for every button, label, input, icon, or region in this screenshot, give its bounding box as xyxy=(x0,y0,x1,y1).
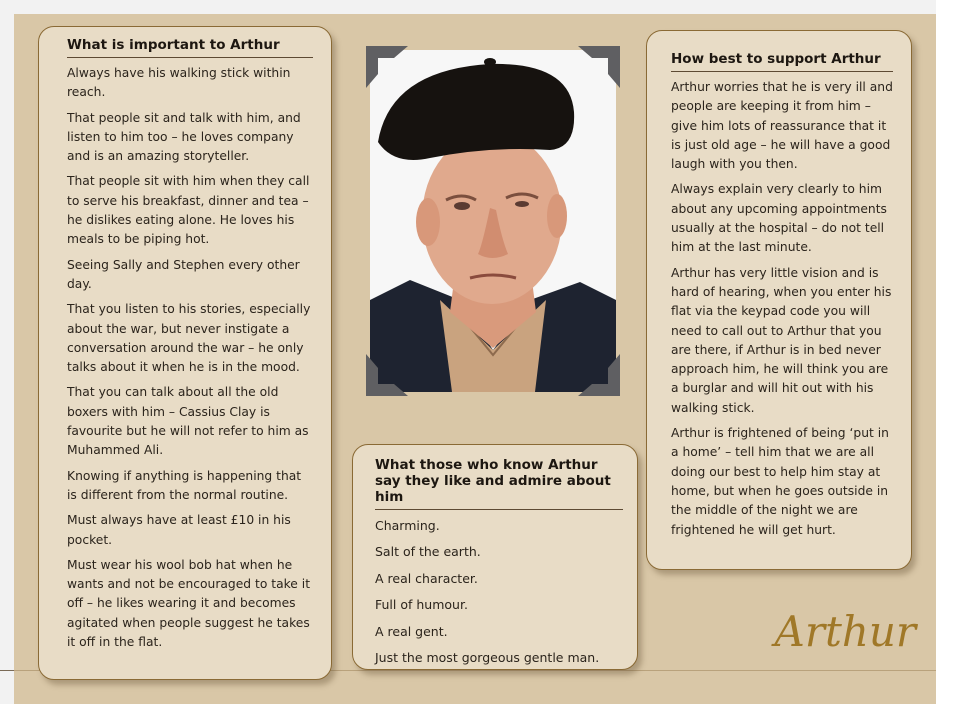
admire-item: Full of humour. xyxy=(375,597,468,613)
support-item: Arthur has very little vision and is hard of hearing, when you enter his flat via the keypad code you will need to call out to Arthur that you are there, if Arthur is in bed never approach him, he will think you are a burglar and will hit out with his walking stick. xyxy=(671,265,892,415)
important-item: That you can talk about all the old boxers with him – Cassius Clay is favourite but he will not refer to him as Muhammed Ali. xyxy=(67,385,309,458)
support-title: How best to support Arthur xyxy=(671,51,893,72)
photo-corner-icon xyxy=(366,354,408,396)
important-item: Must wear his wool bob hat when he wants and not be encouraged to take it off – he likes wearing it and becomes agitated when people suggest he takes it off in the flat. xyxy=(67,557,311,650)
portrait-photo-frame xyxy=(366,46,620,396)
important-title: What is important to Arthur xyxy=(67,37,313,58)
important-item: That people sit and talk with him, and listen to him too – he loves company and is an amazing storyteller. xyxy=(67,110,301,164)
admire-item: Charming. xyxy=(375,518,440,533)
admire-item: Salt of the earth. xyxy=(375,544,481,560)
admire-panel xyxy=(352,444,638,670)
photo-corner-icon xyxy=(578,354,620,396)
photo-corner-icon xyxy=(366,46,408,88)
admire-item: Just the most gorgeous gentle man. xyxy=(375,649,600,665)
page-margin-bottom xyxy=(0,704,960,720)
support-item: Arthur is frightened of being ‘put in a home’ – tell him that we are all doing our best to help him stay at home, but when he goes outside in the middle of the night we are frightened he will get hurt. xyxy=(671,426,889,537)
important-item: That you listen to his stories, especially about the war, but never instigate a conversation around the war – he only talks about it when he is in the mood. xyxy=(67,302,311,375)
admire-item: A real character. xyxy=(375,570,478,586)
divider-tick xyxy=(0,670,14,671)
support-item: Always explain very clearly to him about any upcoming appointments usually at the hospital – do not tell him at the last minute. xyxy=(671,182,887,255)
admire-item: A real gent. xyxy=(375,623,448,639)
admire-title: What those who know Arthur say they like and admire about him xyxy=(375,457,623,510)
important-item: Must always have at least £10 in his pocket. xyxy=(67,513,291,547)
important-to-arthur-panel xyxy=(38,26,332,680)
portrait-photo xyxy=(370,50,616,392)
photo-corner-icon xyxy=(578,46,620,88)
important-item: Always have his walking stick within reach. xyxy=(67,66,291,100)
support-item: Arthur worries that he is very ill and people are keeping it from him – give him lots of reassurance that it is just old age – he will have a good laugh with you then. xyxy=(671,80,893,172)
support-panel xyxy=(646,30,912,570)
important-item: Seeing Sally and Stephen every other day. xyxy=(67,257,300,291)
portrait-illustration xyxy=(370,50,616,392)
person-name-heading: Arthur xyxy=(774,607,916,656)
important-item: Knowing if anything is happening that is different from the normal routine. xyxy=(67,468,302,502)
important-item: That people sit with him when they call to serve his breakfast, dinner and tea – he dislikes eating alone. He loves his meals to be piping hot. xyxy=(67,174,310,247)
page-margin-right xyxy=(936,0,960,720)
